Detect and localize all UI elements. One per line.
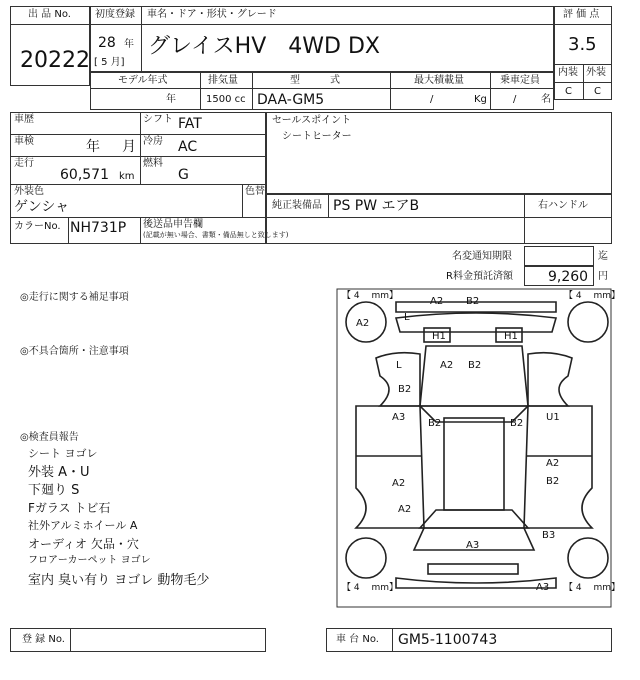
ac-label: 冷房: [143, 136, 163, 147]
front-right-wheel: [568, 302, 608, 342]
displacement-label: 排気量: [208, 75, 238, 86]
det-h3: [10, 184, 266, 185]
det-v2: [242, 184, 243, 217]
front-hood-edge: [396, 313, 556, 332]
tire-depth-bl: 【 4 mm】: [342, 583, 398, 593]
mark: H1: [432, 331, 446, 342]
reg-year: 28: [98, 35, 116, 51]
model-code: DAA-GM5: [257, 92, 325, 108]
car-outline-svg: [336, 288, 620, 608]
inspection-year: 年: [86, 139, 100, 155]
rear-window: [420, 510, 528, 528]
mark: U1: [546, 412, 560, 423]
exterior-label: 外装: [586, 67, 606, 78]
reg-year-unit: 年: [124, 39, 134, 50]
spec-v2: [252, 72, 253, 110]
mark: B2: [468, 360, 482, 371]
equipment-value: PS PW エアB: [333, 198, 420, 214]
declaration-label: 後送品申告欄: [143, 219, 203, 230]
name-change-label: 名変通知期限: [452, 251, 512, 262]
color-no-value: NH731P: [70, 220, 127, 236]
inspector-line: Fガラス トビ石: [28, 501, 111, 515]
tire-depth-tr: 【 4 mm】: [564, 291, 620, 301]
ext-color-value: ゲンシャ: [14, 199, 70, 215]
equipment-label: 純正装備品: [272, 200, 322, 211]
name-change-unit: 迄: [598, 251, 608, 262]
spec-v3: [390, 72, 391, 110]
interior-label: 内装: [558, 67, 578, 78]
lot-label: 出 品 No.: [28, 9, 71, 20]
mileage-value: 60,571: [60, 167, 109, 183]
reg-month: [ 5 月]: [94, 57, 125, 68]
equip-v1: [328, 194, 329, 217]
score-divider: [554, 24, 612, 25]
recycle-amount: 9,260: [548, 269, 589, 285]
rear-right-wheel: [568, 538, 608, 578]
hood: [420, 346, 528, 406]
shift-label: シフト: [143, 114, 173, 125]
tire-depth-tl: 【 4 mm】: [342, 291, 398, 301]
grade-vdivider: [583, 64, 584, 100]
det-v1: [140, 112, 141, 184]
inspector-line: 外装 A・U: [28, 465, 90, 480]
handle-value: 右ハンドル: [538, 200, 588, 211]
first-reg-label: 初度登録: [95, 9, 135, 20]
mark: A2: [440, 360, 454, 371]
chassis-box-divider: [392, 628, 393, 652]
mark: B3: [542, 530, 556, 541]
sales-point-value: シートヒーター: [282, 131, 352, 142]
registration-label: 登 録 No.: [22, 634, 65, 645]
recycle-label: R料金預託済額: [446, 271, 513, 282]
mark: L: [396, 360, 402, 371]
load-slash: /: [430, 94, 434, 105]
det-h2: [10, 156, 266, 157]
fuel-value: G: [178, 167, 189, 183]
lot-number: 20222: [20, 48, 90, 73]
reg-box-divider: [70, 628, 71, 652]
recycle-unit: 円: [598, 271, 608, 282]
inspector-title: ◎検査員報告: [20, 432, 79, 443]
chassis-number: GM5-1100743: [398, 632, 498, 648]
car-name-label: 車名・ドア・形状・グレード: [147, 9, 277, 20]
shift-value: FAT: [178, 116, 202, 132]
capacity-slash: /: [513, 94, 517, 105]
mileage-label: 走行: [14, 158, 34, 169]
declaration-note: (記載が無い場合、書類・備品無しと致します): [143, 231, 289, 239]
mark: B2: [428, 418, 442, 429]
mark: A3: [392, 412, 406, 423]
inspector-line: フロアーカーペット ヨゴレ: [28, 555, 151, 566]
exterior-grade: C: [594, 86, 601, 97]
sales-point-label: セールスポイント: [272, 115, 352, 126]
max-load-label: 最大積載量: [414, 75, 464, 86]
inspector-line: 室内 臭い有り ヨゴレ 動物毛少: [28, 573, 210, 588]
ext-color-label: 外装色: [14, 186, 44, 197]
car-name: グレイスHV 4WD DX: [148, 34, 380, 59]
roof: [444, 418, 504, 510]
capacity-label: 乗車定員: [500, 75, 540, 86]
det-v4: [140, 217, 141, 244]
spec-divider: [90, 88, 554, 89]
repaint-label: 色替: [245, 186, 265, 197]
type-label: 型 式: [290, 75, 340, 86]
load-unit: Kg: [474, 94, 487, 105]
mark: B2: [466, 296, 480, 307]
score-label: 評 価 点: [563, 9, 600, 20]
defects-notes-title: ◎不具合箇所・注意事項: [20, 346, 129, 357]
mark: A2: [392, 478, 406, 489]
det-h4: [10, 217, 266, 218]
score-value: 3.5: [568, 34, 597, 55]
driving-notes-title: ◎走行に関する補足事項: [20, 292, 129, 303]
mark: A2: [546, 458, 560, 469]
interior-grade: C: [565, 86, 572, 97]
lot-divider: [10, 24, 90, 25]
ac-value: AC: [178, 139, 198, 155]
mark: A2: [430, 296, 444, 307]
rear-left-wheel: [346, 538, 386, 578]
inspector-line: シート ヨゴレ: [28, 447, 98, 460]
inspection-label: 車検: [14, 136, 34, 147]
equip-h1: [266, 217, 612, 218]
history-label: 車歴: [14, 114, 34, 125]
spec-v4: [490, 72, 491, 110]
mark: B2: [398, 384, 412, 395]
car-damage-diagram: [336, 288, 620, 608]
mark: A3: [536, 582, 550, 593]
chassis-label: 車 台 No.: [336, 634, 379, 645]
mark: L: [404, 312, 410, 323]
mark: A3: [466, 540, 480, 551]
name-change-box: [524, 246, 594, 266]
model-year-unit: 年: [166, 94, 176, 105]
model-year-label: モデル年式: [118, 75, 168, 86]
tire-depth-br: 【 4 mm】: [564, 583, 620, 593]
fuel-label: 燃料: [143, 158, 163, 169]
mileage-unit: km: [119, 171, 135, 182]
spec-v1: [200, 72, 201, 110]
inspector-line: 社外アルミホイール A: [28, 519, 138, 532]
det-v3: [68, 217, 69, 244]
left-doors: [356, 406, 424, 528]
mark: A2: [356, 318, 370, 329]
reg-divider: [141, 6, 142, 72]
inspector-line: 下廻り S: [28, 483, 80, 498]
inspector-line: オーディオ 欠品・穴: [28, 537, 139, 551]
displacement: 1500 cc: [206, 94, 246, 105]
rear-bumper: [396, 578, 556, 588]
inspector-lines: [28, 448, 209, 592]
name-divider: [90, 24, 554, 25]
rear-plate: [428, 564, 518, 574]
capacity-unit: 名: [541, 94, 551, 105]
right-front-fender: [528, 353, 572, 406]
mark: B2: [546, 476, 560, 487]
det-h1: [10, 134, 266, 135]
equip-v2: [524, 194, 525, 244]
color-no-label: カラーNo.: [14, 221, 61, 232]
mark: B2: [510, 418, 524, 429]
inspection-month: 月: [122, 139, 136, 155]
mark: H1: [504, 331, 518, 342]
mark: A2: [398, 504, 412, 515]
